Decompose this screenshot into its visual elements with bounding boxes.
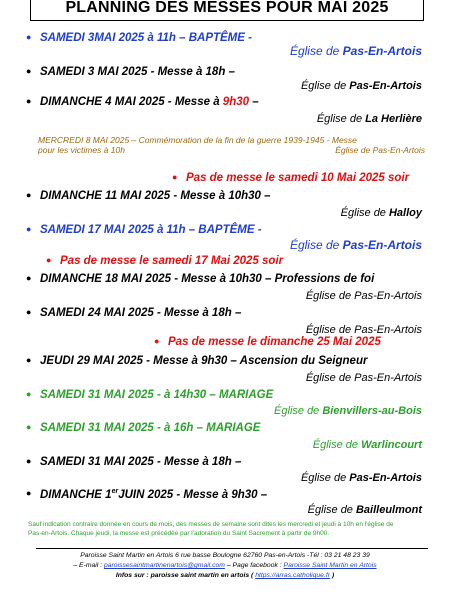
- item-text: DIMANCHE 18 MAI 2025 - Messe à 10h30 – Professions de foi: [40, 273, 375, 285]
- location-prefix: Église de: [289, 44, 343, 58]
- item-location: [301, 80, 422, 92]
- bullet-icon: ●: [26, 488, 32, 498]
- item-text: DIMANCHE 11 MAI 2025 - Messe à 10h30 –: [40, 190, 271, 202]
- bullet-icon: ●: [26, 190, 32, 200]
- item-location: [341, 207, 422, 219]
- item-location: [290, 238, 422, 252]
- info-label: Infos sur : paroisse saint martin en artois (: [115, 572, 256, 579]
- item-text: SAMEDI 24 MAI 2025 - Messe à 18h –: [40, 307, 242, 319]
- contact-address: Paroisse Saint Martin en Artois 6 rue basse Boulogne 62760 Pas-en-Artois -Tél : 03 21 48 23 39: [80, 552, 370, 559]
- item-location: [308, 504, 422, 516]
- item-text: Pas de messe le samedi 10 Mai 2025 soir: [186, 172, 410, 184]
- item-text: SAMEDI 3MAI 2025 à 11h – BAPTÊME -: [40, 32, 252, 44]
- bullet-icon: ●: [154, 336, 160, 346]
- item-text: SAMEDI 31 MAI 2025 - Messe à 18h –: [40, 456, 242, 468]
- commemoration-note: [38, 135, 433, 155]
- item-time: 9h30: [222, 96, 250, 108]
- list-item: [26, 355, 428, 367]
- bullet-icon: ●: [26, 66, 32, 76]
- note-location: Église de Pas-En-Artois: [335, 145, 425, 155]
- item-location: [313, 439, 422, 451]
- weekday-mass-note: [28, 520, 428, 538]
- location-prefix: Église de: [300, 472, 350, 484]
- bullet-icon: ●: [26, 422, 32, 432]
- item-text: DIMANCHE 4 MAI 2025 - Messe à: [40, 96, 223, 108]
- item-superscript: er: [111, 488, 119, 495]
- list-item: [26, 456, 428, 468]
- bullet-icon: ●: [26, 307, 32, 317]
- location-place: Pas-En-Artois: [349, 472, 422, 484]
- note-text: pour les victimes à 10h: [38, 145, 125, 155]
- email-link[interactable]: paroissesaintmartinenartois@gmail.com: [103, 562, 225, 569]
- list-item: [26, 96, 428, 108]
- footer-note-line-1: Sauf indication contraire donnée en cours de mois, des messes de semaine sont dites les mercredi et jeudi à 10h en l'église de: [28, 521, 394, 528]
- location-prefix: Église de: [300, 80, 350, 92]
- item-location: [301, 472, 422, 484]
- info-close: ): [330, 572, 335, 579]
- bullet-icon: ●: [26, 32, 32, 42]
- item-location: [290, 44, 422, 58]
- item-text: Pas de messe le dimanche 25 Mai 2025: [168, 336, 381, 348]
- bullet-icon: ●: [26, 224, 32, 234]
- item-text: DIMANCHE 1: [40, 488, 112, 501]
- location-place: Pas-En-Artois: [342, 44, 422, 58]
- item-location: [274, 405, 422, 417]
- list-item: [172, 172, 446, 184]
- list-item: [26, 389, 428, 401]
- item-text: SAMEDI 31 MAI 2025 - à 16h – MARIAGE: [40, 422, 261, 434]
- item-location: Église de Pas-En-Artois: [305, 324, 422, 336]
- location-place: Warlincourt: [361, 439, 422, 451]
- item-text: SAMEDI 3 MAI 2025 - Messe à 18h –: [40, 66, 235, 78]
- location-prefix: Église de: [312, 439, 362, 451]
- location-place: Bienvillers-au-Bois: [322, 405, 422, 417]
- item-text-rest: JUIN 2025 - Messe à 9h30 –: [118, 488, 268, 501]
- list-item: [26, 307, 428, 319]
- bullet-icon: ●: [46, 255, 52, 265]
- bullet-icon: ●: [26, 355, 32, 365]
- bullet-icon: ●: [172, 172, 178, 182]
- list-item: [154, 336, 428, 348]
- email-label: – E-mail :: [73, 562, 104, 569]
- location-prefix: Église de: [307, 504, 356, 516]
- contact-links: [0, 561, 450, 571]
- list-item: [26, 273, 428, 285]
- item-location: [317, 113, 422, 125]
- bullet-icon: ●: [26, 273, 32, 283]
- facebook-label: – Page facebook :: [224, 562, 284, 569]
- list-item: [26, 488, 428, 501]
- location-prefix: Église de: [274, 405, 323, 417]
- list-item: [26, 422, 428, 434]
- list-item: [26, 190, 428, 202]
- location-prefix: Église de: [340, 207, 389, 219]
- divider: [36, 548, 428, 549]
- bullet-icon: ●: [26, 96, 32, 106]
- list-item: [26, 224, 428, 236]
- facebook-link[interactable]: Paroisse Saint Martin en Artois: [283, 562, 377, 569]
- list-item: [26, 32, 428, 44]
- contact-info: [0, 571, 450, 581]
- location-place: La Herlière: [365, 113, 422, 125]
- bullet-icon: ●: [26, 456, 32, 466]
- location-prefix: Église de: [316, 113, 366, 125]
- list-item: [46, 255, 448, 267]
- location-place: Pas-En-Artois: [349, 80, 422, 92]
- location-place: Halloy: [388, 207, 422, 219]
- note-line-2: [38, 145, 433, 155]
- item-text: Pas de messe le samedi 17 Mai 2025 soir: [60, 255, 284, 267]
- item-dash: –: [249, 96, 259, 108]
- item-text: SAMEDI 31 MAI 2025 - à 14h30 – MARIAGE: [40, 389, 274, 401]
- item-text: SAMEDI 17 MAI 2025 à 11h – BAPTÊME -: [40, 224, 262, 236]
- location-prefix: Église de: [289, 238, 343, 252]
- bullet-icon: ●: [26, 389, 32, 399]
- item-location: Église de Pas-En-Artois: [305, 290, 422, 302]
- website-link[interactable]: https://arras.catholique.fr: [255, 572, 331, 579]
- footer-note-line-2: Pas-en-Artois. Chaque jeudi, la messe est précédée par l'adoration du Saint Sacrement à partir de 9h00.: [28, 530, 330, 537]
- item-text: JEUDI 29 MAI 2025 - Messe à 9h30 – Ascension du Seigneur: [40, 355, 368, 367]
- note-line-1: MERCREDI 8 MAI 2025 – Commémoration de la fin de la guerre 1939-1945 - Messe: [38, 135, 357, 145]
- location-place: Bailleulmont: [355, 504, 422, 516]
- page-title: PLANNING DES MESSES POUR MAI 2025: [30, 0, 424, 21]
- list-item: [26, 66, 428, 78]
- location-place: Pas-En-Artois: [342, 238, 422, 252]
- item-location: Église de Pas-En-Artois: [305, 372, 422, 384]
